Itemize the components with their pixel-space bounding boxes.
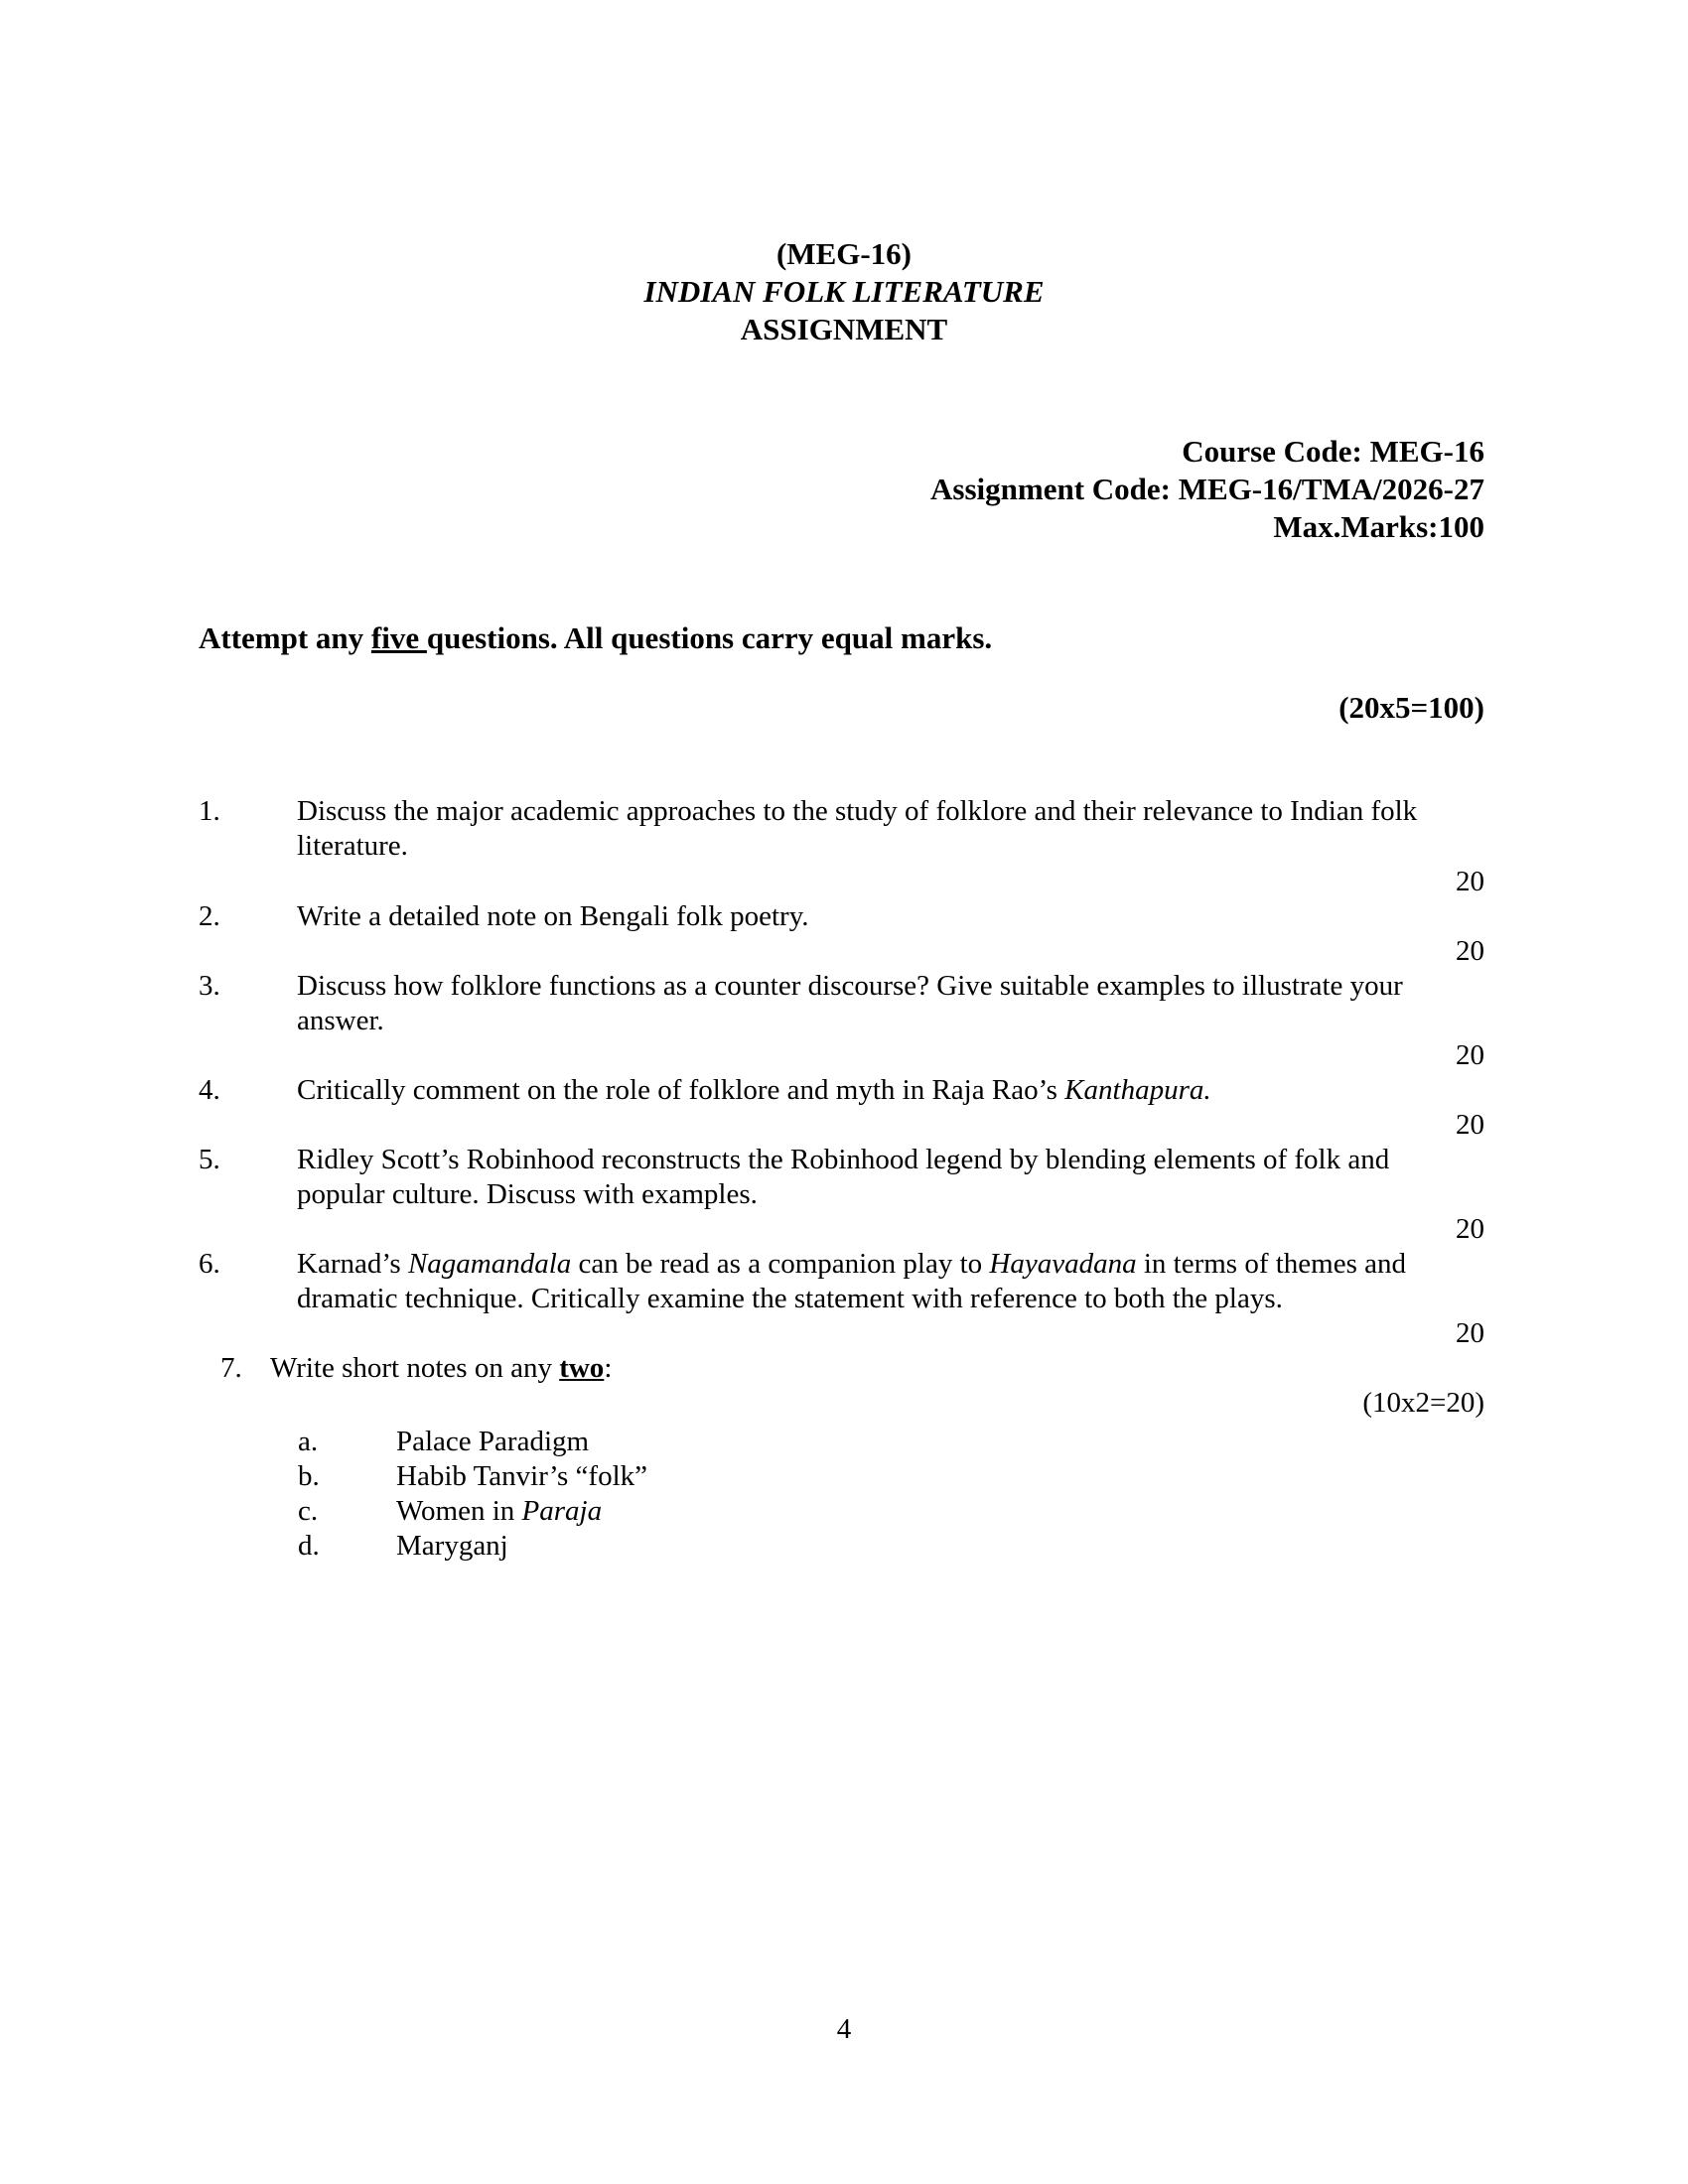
work-title: Paraja [521,1495,603,1527]
course-title: INDIAN FOLK LITERATURE [643,274,1045,309]
question-text-segment: : [604,1352,613,1384]
question-text [297,1073,1488,1108]
question-text-segment: in terms of themes and [1136,1248,1407,1280]
sub-item-letter: d. [298,1530,320,1562]
question-number: 7. [220,1352,242,1384]
question-number: 1. [199,795,220,827]
instructions-prefix: Attempt any [199,620,371,655]
question-number: 2. [199,900,220,932]
sub-item-letter: b. [298,1460,320,1492]
question-marks: (10x2=20) [1362,1387,1484,1419]
question-emphasis: two [559,1352,605,1384]
question-text [270,1351,1462,1386]
question-number: 5. [199,1144,220,1175]
question-text-line: popular culture. Discuss with examples. [297,1178,758,1210]
question-text-line: dramatic technique. Critically examine the statement with reference to both the plays. [297,1283,1283,1314]
question-text: Write a detailed note on Bengali folk poetry. [297,900,809,932]
question-marks: 20 [1456,1109,1484,1141]
question-text-line: answer. [297,1005,384,1036]
instructions-emphasis: five [370,620,427,655]
question-marks: 20 [1456,1213,1484,1245]
question-text [297,969,1488,1038]
sub-item-text: Palace Paradigm [396,1426,590,1457]
course-code-line: Course Code: MEG-16 [1182,434,1484,469]
assignment-code-line: Assignment Code: MEG-16/TMA/2026-27 [930,472,1484,506]
course-code-heading: (MEG-16) [775,236,913,271]
question-text-line: literature. [297,830,408,862]
question-text-line: Ridley Scott’s Robinhood reconstructs the Robinhood legend by blending elements of folk and [297,1144,1390,1175]
question-text [297,794,1488,864]
question-text-segment: Write short notes on any [270,1352,560,1384]
question-text-line: Discuss how folklore functions as a counter discourse? Give suitable examples to illustrate your [297,970,1403,1002]
question-text-segment: Critically comment on the role of folklore and myth in Raja Rao’s [297,1074,1065,1106]
question-number: 4. [199,1074,220,1106]
work-title: Kanthapura. [1064,1074,1211,1106]
total-marks: (20x5=100) [1338,690,1484,725]
question-text-segment: Karnad’s [297,1248,408,1280]
instructions-suffix: questions. All questions carry equal marks. [426,620,993,655]
question-marks: 20 [1456,1317,1484,1349]
question-number: 3. [199,970,220,1002]
question-marks: 20 [1456,1039,1484,1071]
max-marks-line: Max.Marks:100 [1273,509,1484,544]
sub-item-text-segment: Women in [396,1495,522,1527]
question-marks: 20 [1456,866,1484,897]
question-text-line: Discuss the major academic approaches to the study of folklore and their relevance to Indian folk [297,795,1418,827]
sub-item-text: Maryganj [396,1530,508,1562]
question-number: 6. [199,1248,220,1280]
question-marks: 20 [1456,935,1484,967]
question-text [297,1143,1488,1212]
sub-item-text [396,1494,602,1529]
assignment-heading: ASSIGNMENT [740,312,948,346]
question-text-segment: can be read as a companion play to [571,1248,990,1280]
work-title: Nagamandala [407,1248,572,1280]
sub-item-text: Habib Tanvir’s “folk” [396,1460,647,1492]
instructions-line [199,619,992,657]
page-number: 4 [836,2013,852,2045]
sub-item-letter: c. [298,1495,319,1527]
question-text [297,1247,1488,1316]
sub-item-letter: a. [298,1426,319,1457]
work-title: Hayavadana [989,1248,1137,1280]
